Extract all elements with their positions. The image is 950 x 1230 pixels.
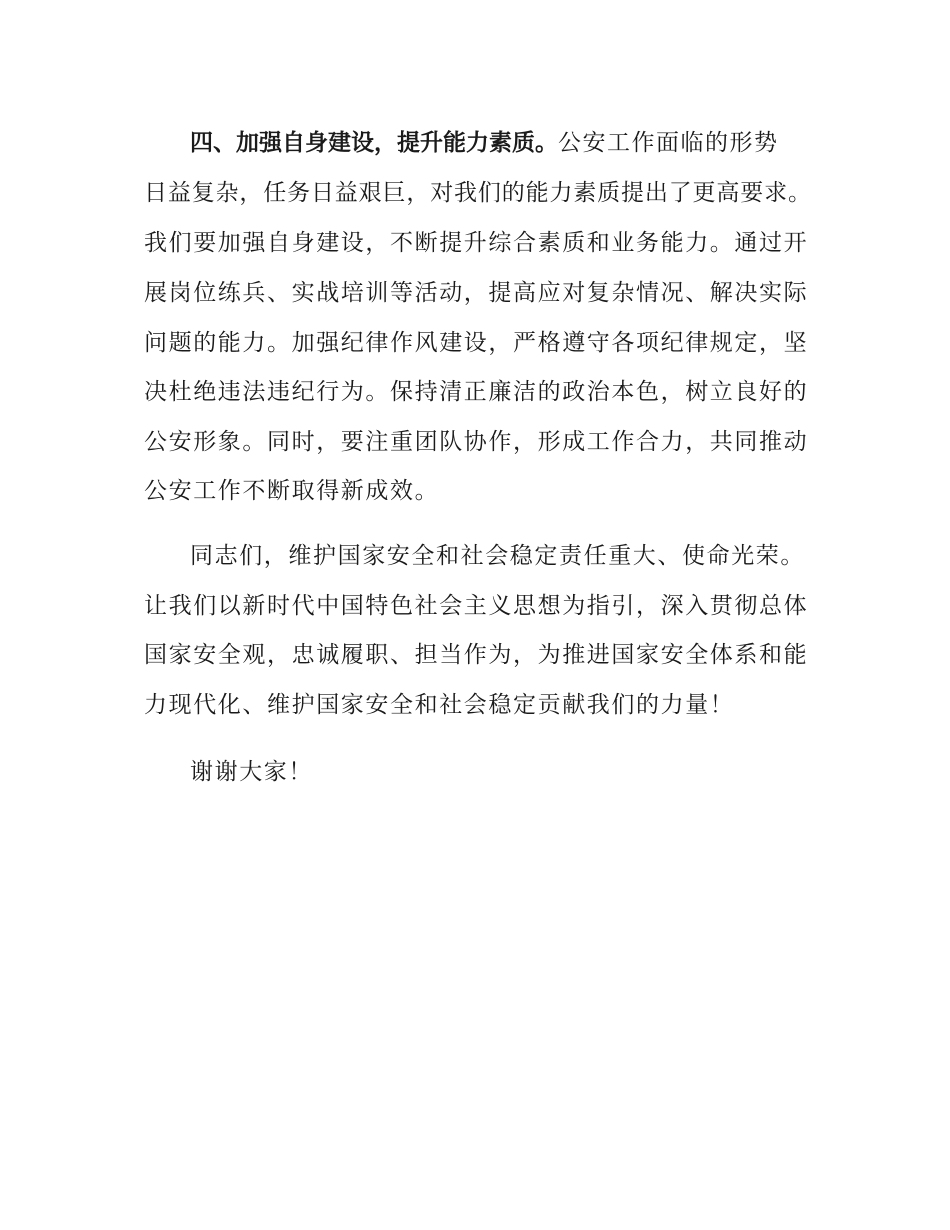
thanks-line: 谢谢大家！	[190, 759, 313, 785]
closing-line-1: 同志们，维护国家安全和社会稳定责任重大、使命光荣。	[190, 543, 805, 569]
section4-line-1: 公安工作面临的形势	[558, 130, 779, 156]
closing-line-3: 国家安全观，忠诚履职、担当作为，为推进国家安全体系和能	[144, 642, 809, 668]
section4-line-2: 日益复杂，任务日益艰巨，对我们的能力素质提出了更高要求。	[144, 180, 812, 206]
section4-line-3: 我们要加强自身建设，不断提升综合素质和业务能力。通过开	[144, 230, 809, 256]
closing-line-4: 力现代化、维护国家安全和社会稳定贡献我们的力量！	[144, 692, 735, 718]
section4-line-8: 公安工作不断取得新成效。	[144, 478, 440, 504]
section4-heading: 四、加强自身建设，提升能力素质。	[190, 130, 558, 156]
section4-line-4: 展岗位练兵、实战培训等活动，提高应对复杂情况、解决实际	[144, 280, 809, 306]
section4-line-6: 决杜绝违法违纪行为。保持清正廉洁的政治本色，树立良好的	[144, 379, 809, 405]
section4-first-line	[190, 125, 814, 161]
closing-line-2: 让我们以新时代中国特色社会主义思想为指引，深入贯彻总体	[144, 593, 809, 619]
section4-line-7: 公安形象。同时，要注重团队协作，形成工作合力，共同推动	[144, 429, 809, 455]
section4-line-5: 问题的能力。加强纪律作风建设，严格遵守各项纪律规定，坚	[144, 330, 809, 356]
